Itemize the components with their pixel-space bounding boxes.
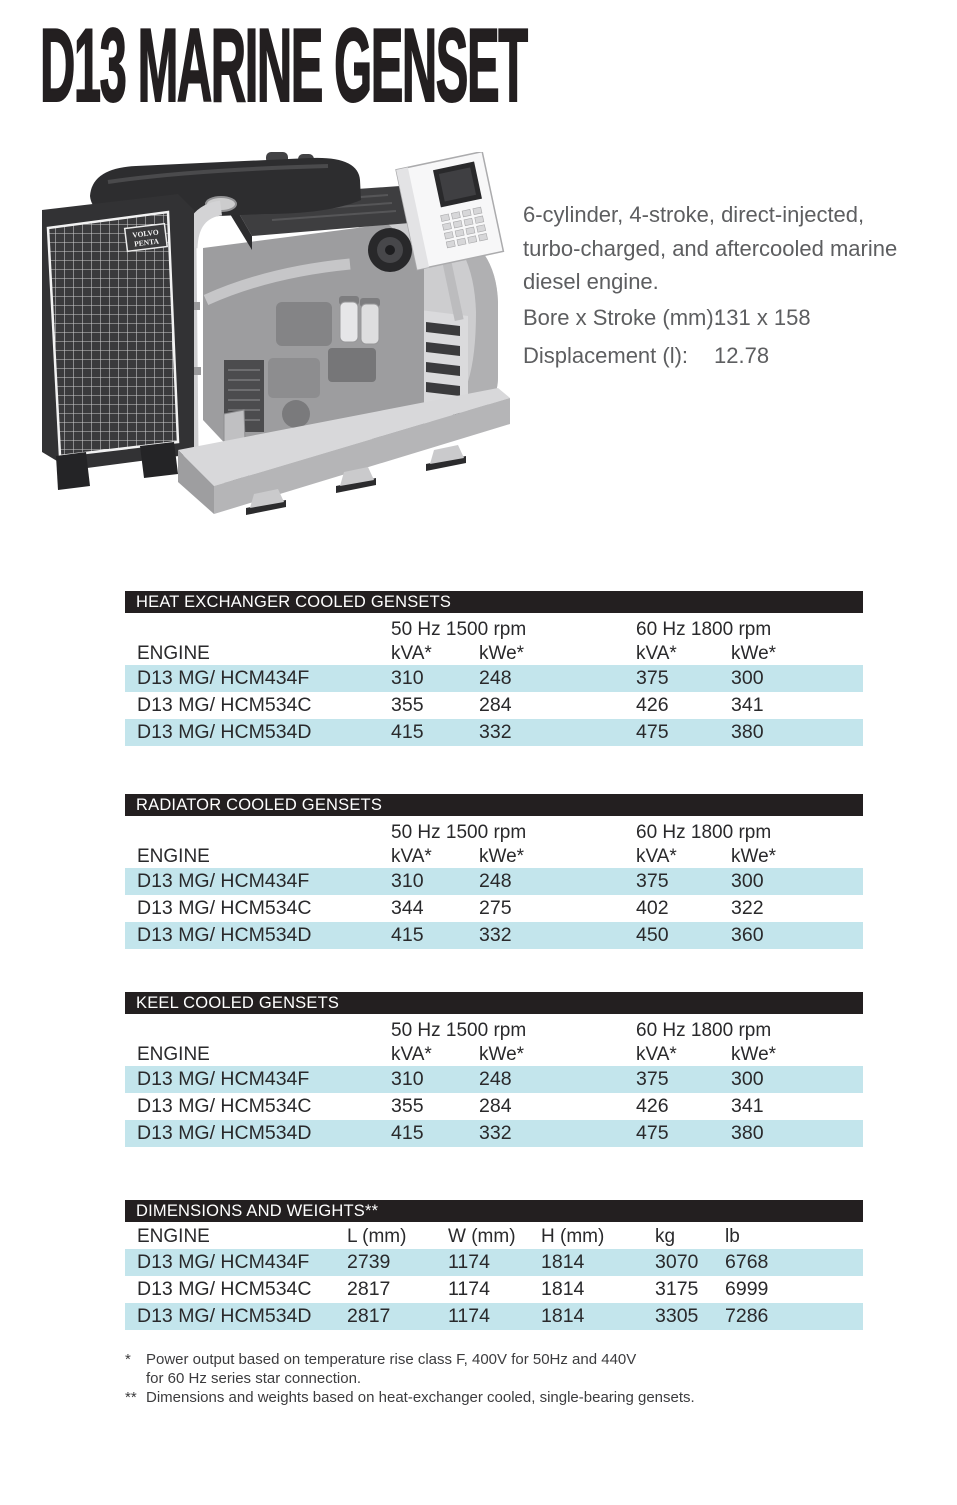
power-value: 415 xyxy=(391,1122,424,1144)
power-value: 300 xyxy=(731,667,764,689)
engine-name: D13 MG/ HCM534C xyxy=(137,694,312,716)
engine-description xyxy=(523,198,923,299)
power-value: 475 xyxy=(636,1122,669,1144)
freq-60hz-label: 60 Hz 1800 rpm xyxy=(636,619,772,640)
table-title-bar: RADIATOR COOLED GENSETS xyxy=(125,794,863,816)
power-value: 284 xyxy=(479,694,512,716)
description-line: diesel engine. xyxy=(523,269,659,294)
dimension-value: 1814 xyxy=(541,1278,585,1300)
engine-name: D13 MG/ HCM534D xyxy=(137,1305,312,1327)
unit-column-header: kWe* xyxy=(731,1044,777,1065)
dimension-value: 1814 xyxy=(541,1305,585,1327)
power-value: 415 xyxy=(391,924,424,946)
power-value: 375 xyxy=(636,870,669,892)
footnote-dimensions xyxy=(125,1388,845,1407)
table-title-bar: HEAT EXCHANGER COOLED GENSETS xyxy=(125,591,863,613)
dimension-column-header: kg xyxy=(655,1226,676,1247)
footnote-marker: ** xyxy=(125,1389,137,1406)
power-value: 402 xyxy=(636,897,669,919)
power-value: 355 xyxy=(391,1095,424,1117)
dimension-column-header: W (mm) xyxy=(448,1226,516,1247)
unit-column-header: kWe* xyxy=(479,1044,525,1065)
freq-50hz-label: 50 Hz 1500 rpm xyxy=(391,619,527,640)
table-row xyxy=(125,1120,863,1147)
dimension-value: 1174 xyxy=(448,1278,490,1300)
power-value: 355 xyxy=(391,694,424,716)
power-value: 248 xyxy=(479,870,512,892)
engine-name: D13 MG/ HCM534D xyxy=(137,924,312,946)
unit-column-header: kVA* xyxy=(391,1044,432,1065)
engine-column-header: ENGINE xyxy=(137,643,210,664)
bore-stroke-spec xyxy=(523,305,923,333)
table-row xyxy=(125,895,863,922)
table-row xyxy=(125,692,863,719)
footnote-text: Power output based on temperature rise class F, 400V for 50Hz and 440V for 60 Hz series star connection. xyxy=(146,1351,637,1387)
power-value: 344 xyxy=(391,897,424,919)
bore-stroke-label: Bore x Stroke (mm): xyxy=(523,305,720,330)
table-title-bar: KEEL COOLED GENSETS xyxy=(125,992,863,1014)
column-header-row xyxy=(125,1043,863,1066)
engine-name: D13 MG/ HCM534D xyxy=(137,1122,312,1144)
unit-column-header: kVA* xyxy=(636,846,677,867)
unit-column-header: kWe* xyxy=(731,643,777,664)
dimensions-table xyxy=(125,1200,863,1330)
power-value: 310 xyxy=(391,1068,424,1090)
unit-column-header: kWe* xyxy=(479,846,525,867)
unit-column-header: kVA* xyxy=(636,1044,677,1065)
engine-name: D13 MG/ HCM434F xyxy=(137,870,310,892)
dimension-value: 1174 xyxy=(448,1251,490,1273)
power-value: 284 xyxy=(479,1095,512,1117)
dimension-value: 3305 xyxy=(655,1305,699,1327)
power-value: 426 xyxy=(636,1095,669,1117)
displacement-spec xyxy=(523,343,923,371)
description-line: 6-cylinder, 4-stroke, direct-injected, xyxy=(523,202,865,227)
table-row xyxy=(125,868,863,895)
engine-name: D13 MG/ HCM534C xyxy=(137,897,312,919)
frequency-header-row xyxy=(125,818,863,845)
dimension-value: 1174 xyxy=(448,1305,490,1327)
power-value: 332 xyxy=(479,924,512,946)
power-value: 415 xyxy=(391,721,424,743)
unit-column-header: kVA* xyxy=(636,643,677,664)
power-value: 375 xyxy=(636,1068,669,1090)
volvo-penta-badge xyxy=(125,224,168,252)
power-value: 310 xyxy=(391,667,424,689)
freq-60hz-label: 60 Hz 1800 rpm xyxy=(636,822,772,843)
power-value: 332 xyxy=(479,721,512,743)
engine-column-header: ENGINE xyxy=(137,1044,210,1065)
power-value: 300 xyxy=(731,1068,764,1090)
engine-name: D13 MG/ HCM434F xyxy=(137,667,310,689)
power-value: 248 xyxy=(479,1068,512,1090)
column-header-row xyxy=(125,642,863,665)
page-title: D13 MARINE GENSET xyxy=(40,8,527,124)
table-row xyxy=(125,1303,863,1330)
engine-name: D13 MG/ HCM534C xyxy=(137,1278,312,1300)
power-value: 380 xyxy=(731,721,764,743)
air-damper-disc xyxy=(368,228,412,272)
table-row xyxy=(125,1066,863,1093)
dimension-value: 2739 xyxy=(347,1251,391,1273)
displacement-label: Displacement (l): xyxy=(523,343,689,368)
power-value: 300 xyxy=(731,870,764,892)
power-value: 375 xyxy=(636,667,669,689)
power-value: 248 xyxy=(479,667,512,689)
footnote-text: Dimensions and weights based on heat-exchanger cooled, single-bearing gensets. xyxy=(146,1389,695,1406)
power-table-1 xyxy=(125,591,863,746)
freq-50hz-label: 50 Hz 1500 rpm xyxy=(391,822,527,843)
power-value: 360 xyxy=(731,924,764,946)
table-row xyxy=(125,1276,863,1303)
power-value: 380 xyxy=(731,1122,764,1144)
frequency-header-row xyxy=(125,1016,863,1043)
unit-column-header: kVA* xyxy=(391,846,432,867)
engine-name: D13 MG/ HCM534D xyxy=(137,721,312,743)
dimension-value: 1814 xyxy=(541,1251,585,1273)
power-value: 450 xyxy=(636,924,669,946)
engine-column-header: ENGINE xyxy=(137,1226,210,1247)
unit-column-header: kVA* xyxy=(391,643,432,664)
power-table-3 xyxy=(125,992,863,1147)
displacement-value: 12.78 xyxy=(714,343,770,368)
svg-text:PENTA: PENTA xyxy=(133,236,160,249)
power-value: 341 xyxy=(731,694,764,716)
radiator-grille xyxy=(42,194,194,490)
power-value: 275 xyxy=(479,897,512,919)
dimension-value: 3175 xyxy=(655,1278,699,1300)
frequency-header-row xyxy=(125,615,863,642)
table-row xyxy=(125,719,863,746)
description-line: turbo-charged, and aftercooled marine xyxy=(523,235,898,261)
svg-text:VOLVO: VOLVO xyxy=(131,227,160,240)
power-value: 475 xyxy=(636,721,669,743)
dimension-column-header: L (mm) xyxy=(347,1226,407,1247)
power-value: 322 xyxy=(731,897,764,919)
engine-column-header: ENGINE xyxy=(137,846,210,867)
dimension-value: 7286 xyxy=(725,1305,769,1327)
table-row xyxy=(125,1249,863,1276)
genset-illustration xyxy=(28,152,510,522)
column-header-row xyxy=(125,1225,863,1249)
footnote-marker: * xyxy=(125,1351,131,1368)
unit-column-header: kWe* xyxy=(731,846,777,867)
footnotes xyxy=(125,1350,845,1407)
table-row xyxy=(125,1093,863,1120)
power-table-2 xyxy=(125,794,863,949)
engine-name: D13 MG/ HCM434F xyxy=(137,1068,310,1090)
power-value: 332 xyxy=(479,1122,512,1144)
power-value: 426 xyxy=(636,694,669,716)
genset-product-image xyxy=(28,152,510,522)
dimension-value: 6768 xyxy=(725,1251,769,1273)
dimension-column-header: lb xyxy=(725,1226,740,1247)
dimension-value: 6999 xyxy=(725,1278,769,1300)
dimension-value: 3070 xyxy=(655,1251,699,1273)
dimension-column-header: H (mm) xyxy=(541,1226,605,1247)
table-row xyxy=(125,665,863,692)
dimension-value: 2817 xyxy=(347,1305,391,1327)
unit-column-header: kWe* xyxy=(479,643,525,664)
engine-name: D13 MG/ HCM534C xyxy=(137,1095,312,1117)
engine-name: D13 MG/ HCM434F xyxy=(137,1251,310,1273)
table-row xyxy=(125,922,863,949)
bore-stroke-value: 131 x 158 xyxy=(714,305,811,330)
footnote-power xyxy=(125,1350,845,1388)
column-header-row xyxy=(125,845,863,868)
table-title-bar: DIMENSIONS AND WEIGHTS** xyxy=(125,1200,863,1222)
power-value: 341 xyxy=(731,1095,764,1117)
dimension-value: 2817 xyxy=(347,1278,391,1300)
power-value: 310 xyxy=(391,870,424,892)
freq-60hz-label: 60 Hz 1800 rpm xyxy=(636,1020,772,1041)
freq-50hz-label: 50 Hz 1500 rpm xyxy=(391,1020,527,1041)
